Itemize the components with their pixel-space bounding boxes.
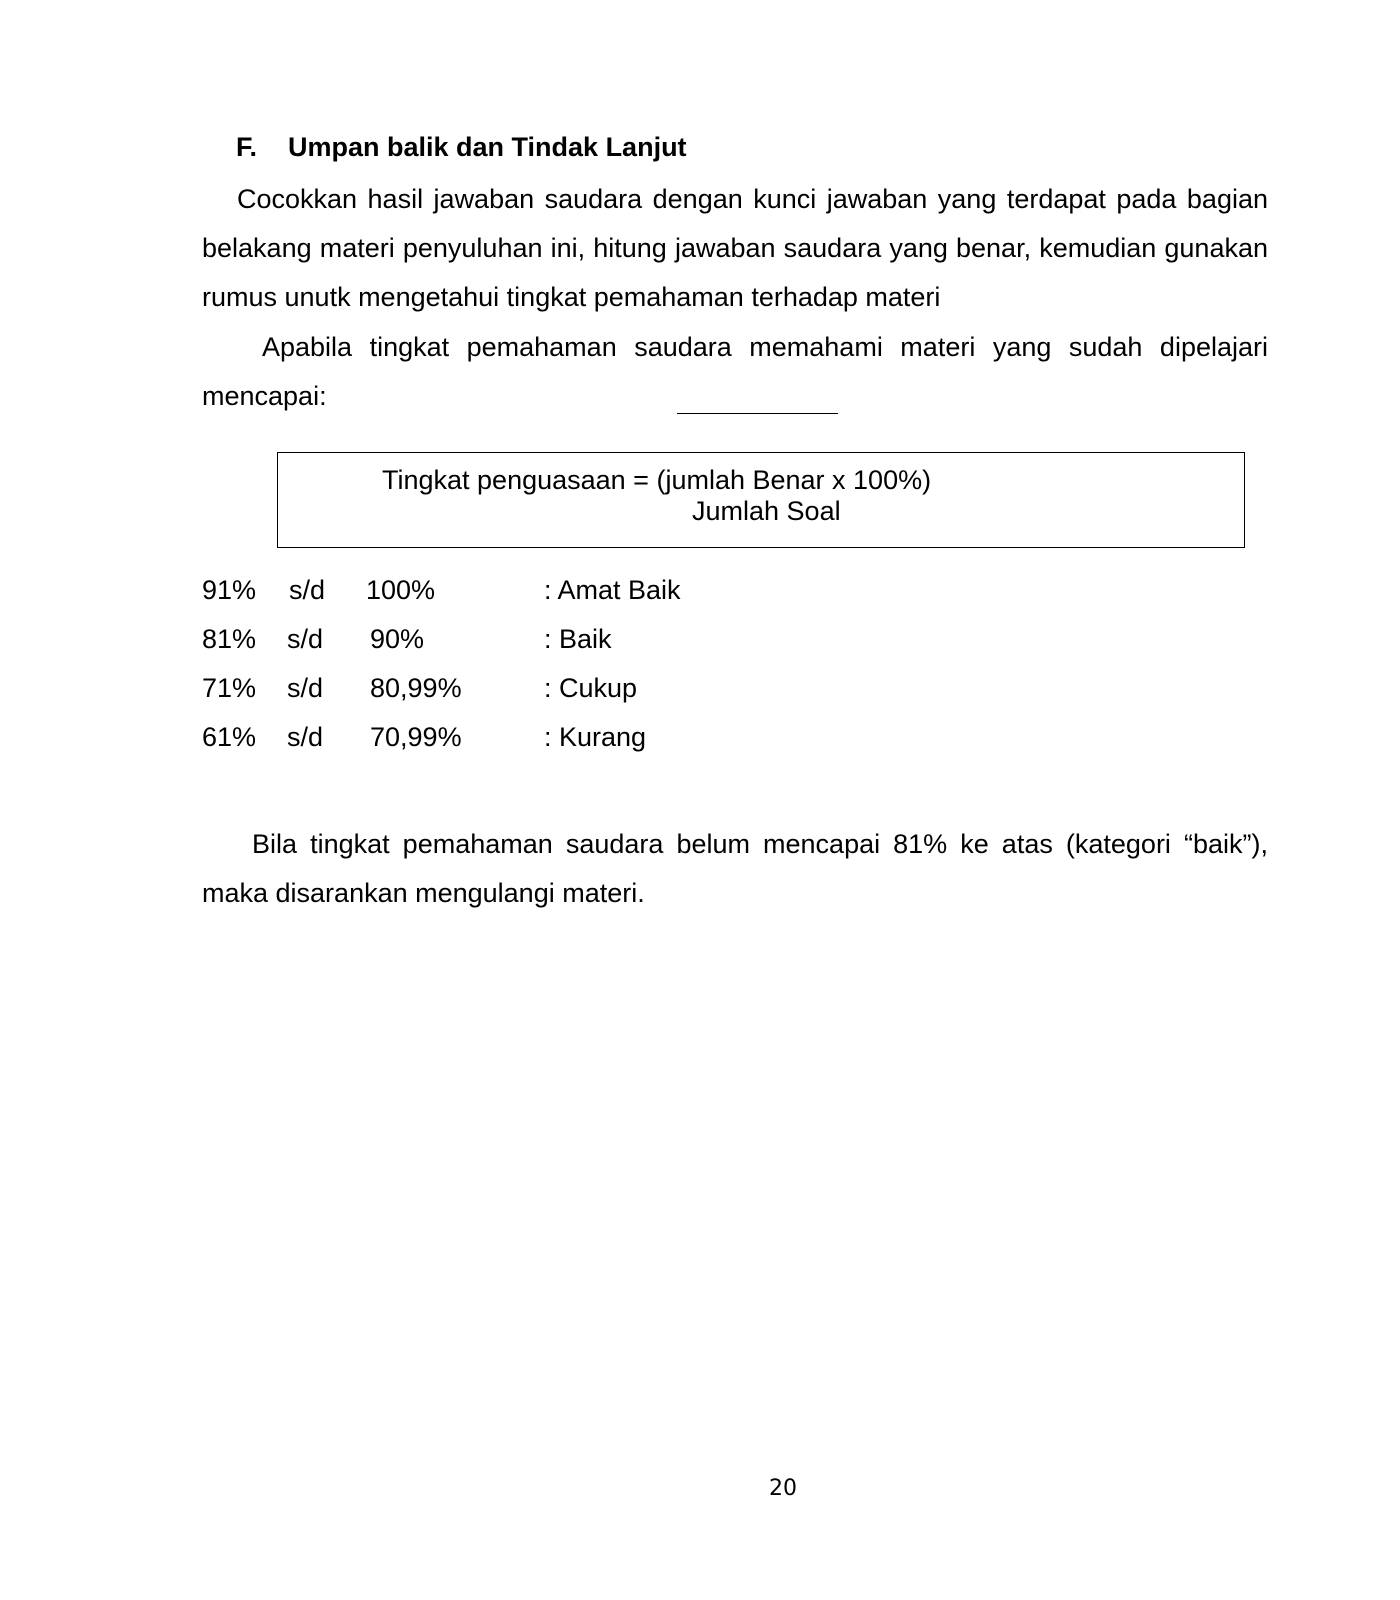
paragraph-recommendation: Bila tingkat pemahaman saudara belum mencapai 81% ke atas (kategori “baik”), maka disarankan mengulangi materi. bbox=[202, 829, 1268, 908]
range-low: 81% bbox=[202, 624, 257, 654]
range-low: 91% bbox=[202, 575, 257, 605]
range-category: : Baik bbox=[544, 624, 612, 654]
page-number: 20 bbox=[769, 1476, 797, 1501]
formula-denominator: Jumlah Soal bbox=[692, 496, 841, 526]
range-sd: s/d bbox=[287, 673, 324, 703]
blank-fill-line bbox=[677, 413, 838, 414]
section-heading bbox=[236, 132, 687, 163]
range-high: 90% bbox=[370, 624, 425, 654]
range-low: 71% bbox=[202, 673, 257, 703]
range-sd: s/d bbox=[287, 624, 324, 654]
range-high: 70,99% bbox=[370, 722, 462, 752]
section-letter: F. bbox=[236, 132, 258, 162]
formula-numerator: Tingkat penguasaan = (jumlah Benar x 100%) bbox=[382, 465, 932, 495]
range-sd: s/d bbox=[287, 722, 324, 752]
range-row bbox=[202, 722, 902, 771]
paragraph-threshold: Apabila tingkat pemahaman saudara memahami materi yang sudah dipelajari mencapai: bbox=[202, 332, 1268, 411]
formula-box bbox=[277, 452, 1245, 548]
section-title: Umpan balik dan Tindak Lanjut bbox=[288, 132, 687, 162]
range-category: : Amat Baik bbox=[544, 575, 681, 605]
range-high: 80,99% bbox=[370, 673, 462, 703]
range-row bbox=[202, 575, 902, 624]
range-category: : Kurang bbox=[544, 722, 647, 752]
range-sd: s/d bbox=[289, 575, 326, 605]
range-category: : Cukup bbox=[544, 673, 638, 703]
range-high: 100% bbox=[366, 575, 436, 605]
range-row bbox=[202, 624, 902, 673]
range-row bbox=[202, 673, 902, 722]
range-low: 61% bbox=[202, 722, 257, 752]
paragraph-instructions: Cocokkan hasil jawaban saudara dengan kunci jawaban yang terdapat pada bagian belakang materi penyuluhan ini, hitung jawaban saudara yang benar, kemudian gunakan rumus unutk mengetahui tingkat pemahaman terhadap materi bbox=[202, 184, 1268, 312]
